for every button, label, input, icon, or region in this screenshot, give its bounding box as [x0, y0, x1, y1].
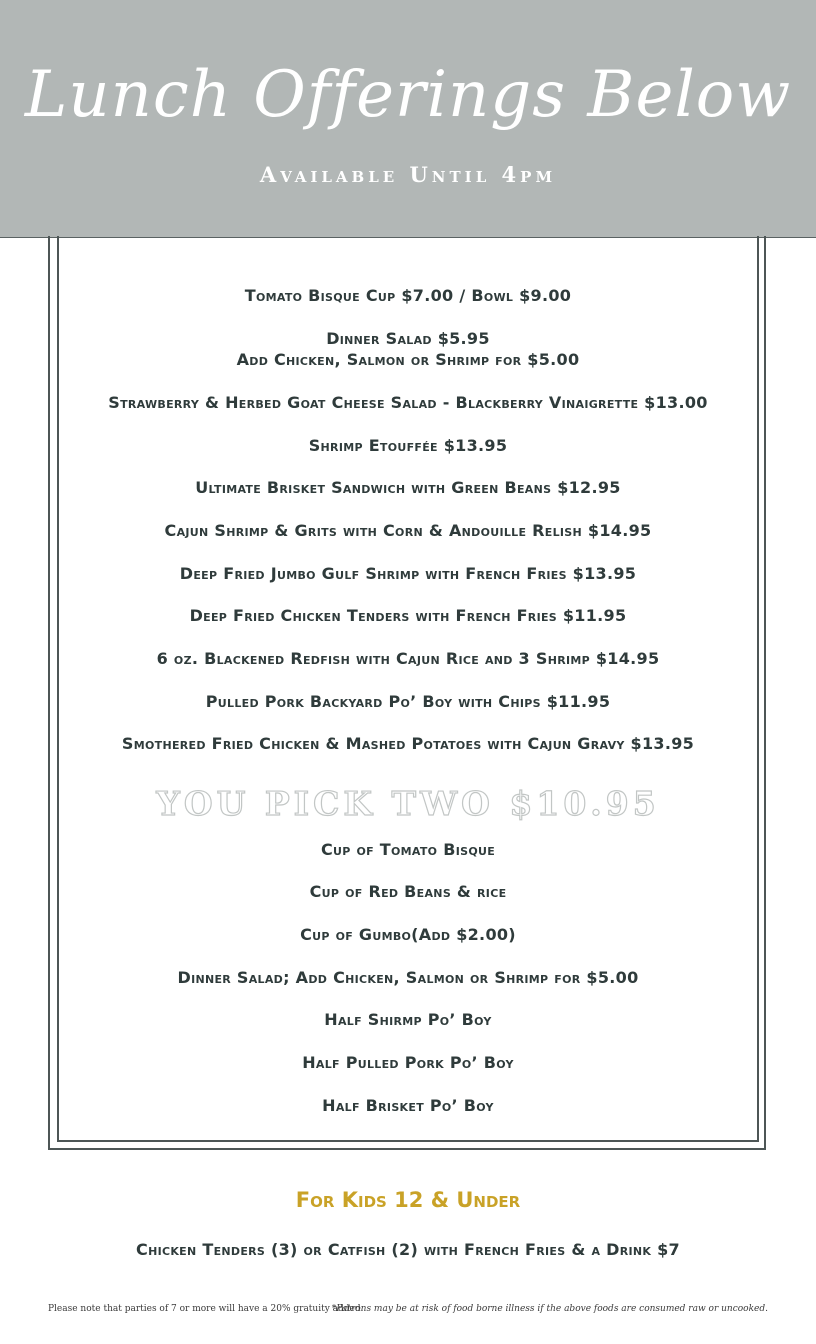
- pick-item-half-pulled-pork: Half Pulled Pork Po’ Boy: [302, 1053, 514, 1072]
- kids-menu-item: Chicken Tenders (3) or Catfish (2) with French Fries & a Drink $7: [136, 1240, 680, 1259]
- menu-item-tomato-bisque: Tomato Bisque Cup $7.00 / Bowl $9.00: [244, 286, 572, 305]
- header-banner: [0, 0, 816, 238]
- menu-item-fried-shrimp: Deep Fried Jumbo Gulf Shrimp with French Fries $13.95: [179, 564, 637, 583]
- menu-item-shrimp-etouffee: Shrimp Etouffée $13.95: [308, 436, 508, 455]
- menu-item-chicken-tenders: Deep Fried Chicken Tenders with French Fries $11.95: [189, 606, 627, 625]
- menu-item-strawberry-salad: Strawberry & Herbed Goat Cheese Salad - Blackberry Vinaigrette $13.00: [108, 393, 708, 412]
- gratuity-note: Please note that parties of 7 or more will have a 20% gratuity added.: [48, 1304, 364, 1314]
- menu-item-brisket-sandwich: Ultimate Brisket Sandwich with Green Beans $12.95: [195, 478, 621, 497]
- pick-item-red-beans: Cup of Red Beans & rice: [309, 882, 507, 901]
- pick-two-heading: YOU PICK TWO $10.95: [156, 784, 660, 823]
- pick-item-dinner-salad: Dinner Salad; Add Chicken, Salmon or Shrimp for $5.00: [177, 968, 639, 987]
- kids-heading: For Kids 12 & Under: [295, 1188, 521, 1212]
- pick-item-half-shrimp: Half Shirmp Po’ Boy: [324, 1010, 492, 1029]
- menu-frame-inner: [57, 236, 759, 1142]
- menu-item-shrimp-grits: Cajun Shrimp & Grits with Corn & Andouille Relish $14.95: [164, 521, 652, 540]
- menu-item-dinner-salad-addon: Add Chicken, Salmon or Shrimp for $5.00: [236, 350, 580, 369]
- pick-item-gumbo: Cup of Gumbo(Add $2.00): [300, 925, 516, 944]
- menu-item-smothered-chicken: Smothered Fried Chicken & Mashed Potatoes with Cajun Gravy $13.95: [121, 734, 695, 753]
- availability-subtitle: Available Until 4pm: [259, 162, 557, 187]
- pick-item-tomato-bisque: Cup of Tomato Bisque: [320, 840, 496, 859]
- pick-item-half-brisket: Half Brisket Po’ Boy: [322, 1096, 494, 1115]
- menu-item-blackened-redfish: 6 oz. Blackened Redfish with Cajun Rice and 3 Shrimp $14.95: [156, 649, 660, 668]
- food-safety-note: *Patrons may be at risk of food borne illness if the above foods are consumed raw or uncooked.: [331, 1304, 768, 1314]
- menu-item-pulled-pork: Pulled Pork Backyard Po’ Boy with Chips $11.95: [205, 692, 611, 711]
- menu-item-dinner-salad: Dinner Salad $5.95: [326, 329, 490, 348]
- page-title: Lunch Offerings Below: [24, 58, 792, 132]
